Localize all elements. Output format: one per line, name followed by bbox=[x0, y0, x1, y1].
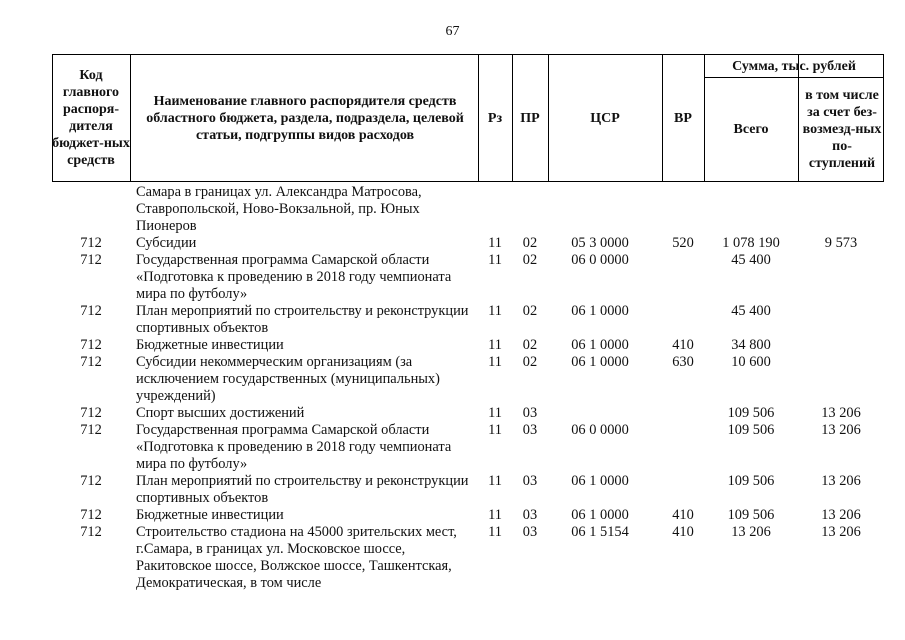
row-csr: 06 1 0000 bbox=[571, 473, 629, 489]
table-row bbox=[52, 252, 884, 303]
header-total: Всего bbox=[733, 121, 769, 137]
row-name: Спорт высших достижений bbox=[136, 405, 305, 421]
row-rz: 11 bbox=[488, 235, 502, 251]
row-total: 13 206 bbox=[731, 524, 771, 540]
header-vr: ВР bbox=[674, 110, 692, 126]
row-name: Субсидии некоммерческим организациям (за исключением государственных (муниципальных) учреждений) bbox=[136, 354, 440, 404]
header-code: Код главного распоря-дителя бюджет-ных средств bbox=[52, 68, 130, 168]
row-vr: 410 bbox=[672, 507, 694, 523]
row-csr: 06 1 0000 bbox=[571, 337, 629, 353]
row-total: 10 600 bbox=[731, 354, 771, 370]
row-rz: 11 bbox=[488, 524, 502, 540]
row-name: Бюджетные инвестиции bbox=[136, 507, 284, 523]
row-code: 712 bbox=[80, 235, 102, 251]
row-vr: 630 bbox=[672, 354, 694, 370]
row-total: 109 506 bbox=[727, 422, 775, 438]
row-rz: 11 bbox=[488, 473, 502, 489]
row-code: 712 bbox=[80, 337, 102, 353]
row-csr: 05 3 0000 bbox=[571, 235, 629, 251]
row-rz: 11 bbox=[488, 354, 502, 370]
row-pr: 03 bbox=[522, 524, 538, 540]
row-code: 712 bbox=[80, 252, 102, 268]
row-name: План мероприятий по строительству и реконструкции спортивных объектов bbox=[136, 473, 469, 506]
row-total: 109 506 bbox=[727, 473, 775, 489]
row-total: 109 506 bbox=[727, 507, 775, 523]
row-pr: 02 bbox=[522, 354, 538, 370]
row-code: 712 bbox=[80, 473, 102, 489]
table-row bbox=[52, 303, 884, 337]
row-free: 9 573 bbox=[824, 235, 858, 251]
row-pr: 03 bbox=[522, 507, 538, 523]
row-name: Самара в границах ул. Александра Матросова, Ставропольской, Ново-Вокзальной, пр. Юных Пионеров bbox=[136, 184, 422, 234]
table-row bbox=[52, 507, 884, 524]
row-csr: 06 1 0000 bbox=[571, 354, 629, 370]
row-name: Субсидии bbox=[136, 235, 197, 251]
table-row bbox=[52, 473, 884, 507]
row-total: 109 506 bbox=[727, 405, 775, 421]
row-free: 13 206 bbox=[821, 524, 861, 540]
row-rz: 11 bbox=[488, 507, 502, 523]
row-total: 45 400 bbox=[731, 252, 771, 268]
row-name: Государственная программа Самарской области «Подготовка к проведению в 2018 году чемпионата мира по футболу» bbox=[136, 422, 452, 472]
table-row bbox=[52, 184, 884, 235]
row-pr: 02 bbox=[522, 235, 538, 251]
row-vr: 410 bbox=[672, 524, 694, 540]
row-code: 712 bbox=[80, 422, 102, 438]
row-free: 13 206 bbox=[821, 422, 861, 438]
row-free: 13 206 bbox=[821, 405, 861, 421]
table-row bbox=[52, 235, 884, 252]
page-number: 67 bbox=[445, 24, 460, 39]
row-rz: 11 bbox=[488, 252, 502, 268]
row-free: 13 206 bbox=[821, 507, 861, 523]
table-row bbox=[52, 524, 884, 592]
row-pr: 02 bbox=[522, 252, 538, 268]
row-csr: 06 1 5154 bbox=[571, 524, 629, 540]
row-pr: 02 bbox=[522, 303, 538, 319]
table-header bbox=[52, 54, 884, 182]
row-csr: 06 0 0000 bbox=[571, 422, 629, 438]
row-total: 45 400 bbox=[731, 303, 771, 319]
row-name: Государственная программа Самарской области «Подготовка к проведению в 2018 году чемпионата мира по футболу» bbox=[136, 252, 452, 302]
header-sum-group: Сумма, тыс. рублей bbox=[732, 58, 856, 74]
row-code: 712 bbox=[80, 303, 102, 319]
row-csr: 06 0 0000 bbox=[571, 252, 629, 268]
table-row bbox=[52, 337, 884, 354]
header-name: Наименование главного распорядителя средств областного бюджета, раздела, подраздела, целевой статьи, подгруппы видов расходов bbox=[146, 93, 464, 143]
row-csr: 06 1 0000 bbox=[571, 303, 629, 319]
header-csr: ЦСР bbox=[590, 110, 620, 126]
row-rz: 11 bbox=[488, 422, 502, 438]
row-name: План мероприятий по строительству и реконструкции спортивных объектов bbox=[136, 303, 469, 336]
header-rz: Рз bbox=[487, 110, 503, 126]
table-row bbox=[52, 422, 884, 473]
row-vr: 520 bbox=[672, 235, 694, 251]
row-pr: 03 bbox=[522, 422, 538, 438]
row-total: 1 078 190 bbox=[722, 235, 780, 251]
row-rz: 11 bbox=[488, 337, 502, 353]
row-code: 712 bbox=[80, 524, 102, 540]
row-pr: 03 bbox=[522, 473, 538, 489]
row-rz: 11 bbox=[488, 303, 502, 319]
header-pr: ПР bbox=[520, 110, 540, 126]
row-code: 712 bbox=[80, 405, 102, 421]
row-pr: 02 bbox=[522, 337, 538, 353]
row-free: 13 206 bbox=[821, 473, 861, 489]
table-row bbox=[52, 354, 884, 405]
row-csr: 06 1 0000 bbox=[571, 507, 629, 523]
row-pr: 03 bbox=[522, 405, 538, 421]
row-code: 712 bbox=[80, 507, 102, 523]
row-code: 712 bbox=[80, 354, 102, 370]
table-row bbox=[52, 405, 884, 422]
row-rz: 11 bbox=[488, 405, 502, 421]
row-name: Строительство стадиона на 45000 зрительских мест, г.Самара, в границах ул. Московское шоссе, Ракитовское шоссе, Волжское шоссе, Ташкентская, Демократическая, в том числе bbox=[136, 524, 457, 591]
row-name: Бюджетные инвестиции bbox=[136, 337, 284, 353]
table-body bbox=[52, 184, 884, 592]
header-free: в том числе за счет без-возмезд-ных по-ступлений bbox=[802, 87, 882, 171]
row-vr: 410 bbox=[672, 337, 694, 353]
row-total: 34 800 bbox=[731, 337, 771, 353]
